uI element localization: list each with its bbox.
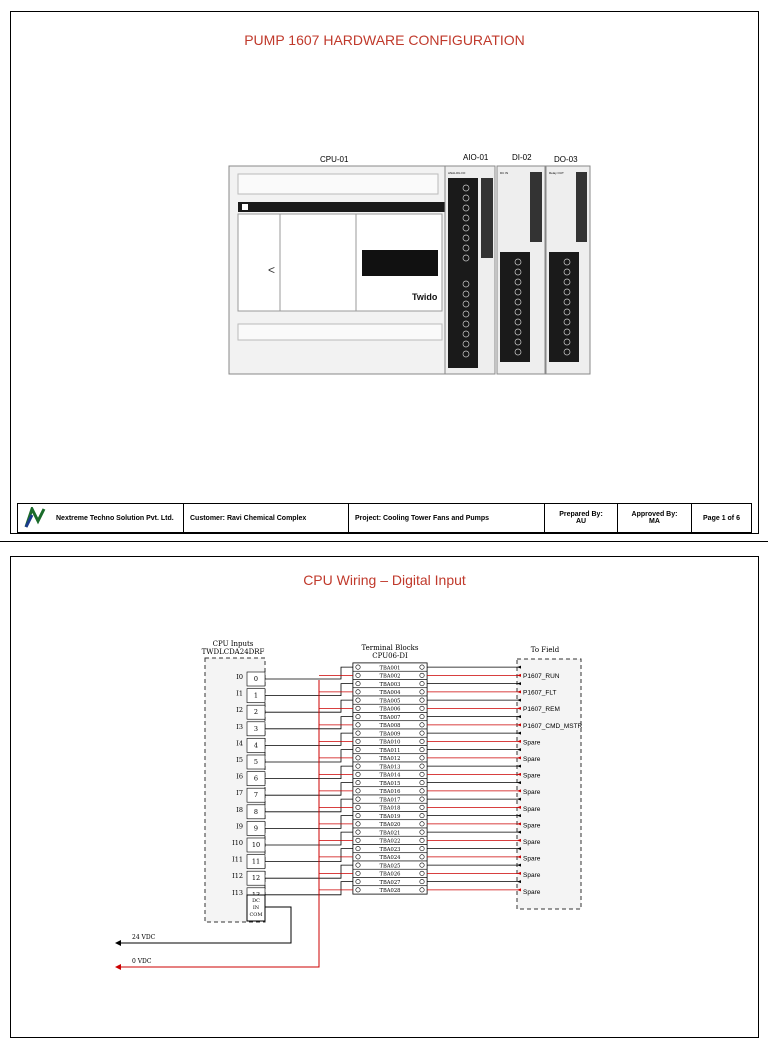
screw-icon xyxy=(420,714,424,718)
svg-text:DC: DC xyxy=(252,898,260,904)
twido-plc-drawing xyxy=(228,152,591,376)
screw-icon xyxy=(420,706,424,710)
cpu-inputs-header: CPU Inputs xyxy=(212,640,254,648)
cpu-input-label: I10 xyxy=(232,839,243,847)
screw-icon xyxy=(420,813,424,817)
input-wire xyxy=(265,750,353,762)
cpu-pin-number: 12 xyxy=(251,874,261,883)
cpu-pin-number: 7 xyxy=(253,791,259,800)
screw-icon xyxy=(356,681,360,685)
page-number-cell xyxy=(691,503,752,533)
0vdc-label: 0 VDC xyxy=(132,958,152,965)
terminal-label: TBA005 xyxy=(379,698,401,705)
screw-icon xyxy=(420,673,424,677)
to-field-header: To Field xyxy=(530,646,560,654)
prepared-label: Prepared By: xyxy=(559,511,603,518)
terminal-label: TBA015 xyxy=(379,780,401,787)
screw-icon xyxy=(420,822,424,826)
cpu-input-label: I3 xyxy=(236,722,243,731)
screw-icon xyxy=(420,855,424,859)
cpu-pin-number: 8 xyxy=(253,807,259,816)
field-device-label: Spare xyxy=(523,739,541,747)
wiring-diagram xyxy=(11,577,758,1037)
input-wire xyxy=(265,717,353,729)
terminal-label: TBA019 xyxy=(379,813,401,820)
terminal-label: TBA003 xyxy=(379,681,401,688)
input-wire xyxy=(265,865,353,878)
terminal-label: TBA002 xyxy=(379,673,401,680)
terminal-label: TBA008 xyxy=(379,723,401,729)
terminal-label: TBA027 xyxy=(379,879,401,886)
cpu-input-label: I7 xyxy=(236,789,243,798)
screw-icon xyxy=(420,665,424,669)
screw-icon xyxy=(356,756,360,760)
cpu-input-label: I11 xyxy=(232,855,243,864)
terminal-label: TBA004 xyxy=(379,690,401,696)
cpu-pin-number: 11 xyxy=(251,857,261,866)
field-device-label: Spare xyxy=(523,855,541,863)
cpu-pin-number: 9 xyxy=(253,824,259,833)
page-2 xyxy=(10,556,759,1038)
cpu-pin-number: 0 xyxy=(253,675,259,683)
customer-name: Customer: Ravi Chemical Complex xyxy=(190,514,307,522)
terminal-label: TBA010 xyxy=(379,739,401,746)
field-device-label: P1607_FLT xyxy=(523,689,557,697)
screw-icon xyxy=(356,706,360,710)
screw-icon xyxy=(356,665,360,669)
field-device-label: P1607_REM xyxy=(523,706,560,714)
screw-icon xyxy=(420,698,424,702)
input-wire xyxy=(265,667,353,679)
terminal-label: TBA016 xyxy=(379,789,401,795)
screw-icon xyxy=(420,772,424,776)
terminal-label: TBA025 xyxy=(379,863,401,870)
field-device-label: Spare xyxy=(523,805,541,813)
cpu-pin-number: 6 xyxy=(253,774,259,783)
svg-text:COM: COM xyxy=(249,912,263,918)
field-device-label: Spare xyxy=(523,822,541,830)
terminal-label: TBA014 xyxy=(379,772,401,779)
screw-icon xyxy=(420,756,424,760)
terminal-label: TBA023 xyxy=(379,846,401,853)
input-wire xyxy=(265,684,353,696)
screw-icon xyxy=(356,805,360,809)
screw-icon xyxy=(420,681,424,685)
project-cell xyxy=(348,503,544,533)
svg-text:IN: IN xyxy=(252,905,260,911)
prepared-cell xyxy=(544,503,617,533)
screw-icon xyxy=(420,805,424,809)
screw-icon xyxy=(356,698,360,702)
svg-text:Relay OUT: Relay OUT xyxy=(549,171,564,175)
input-wire xyxy=(265,783,353,796)
screw-icon xyxy=(356,739,360,743)
approved-label: Approved By: xyxy=(631,511,678,518)
screw-icon xyxy=(356,855,360,859)
terminal-label: TBA007 xyxy=(379,714,401,721)
approved-cell xyxy=(617,503,691,533)
screw-icon xyxy=(420,723,424,727)
screw-icon xyxy=(420,879,424,883)
terminal-label: TBA028 xyxy=(379,888,401,894)
terminal-label: TBA022 xyxy=(379,838,401,845)
screw-icon xyxy=(356,822,360,826)
screw-icon xyxy=(356,863,360,867)
cpu-pin-number: 10 xyxy=(251,841,261,849)
svg-text:<: < xyxy=(268,263,276,277)
terminal-label: TBA009 xyxy=(379,731,401,738)
page-title: CPU Wiring – Digital Input xyxy=(303,572,466,588)
screw-icon xyxy=(420,830,424,834)
cpu-led-panel xyxy=(362,250,438,276)
screw-icon xyxy=(356,690,360,694)
cpu-pin-number: 3 xyxy=(253,724,259,733)
page-title: PUMP 1607 HARDWARE CONFIGURATION xyxy=(244,32,525,48)
screw-icon xyxy=(420,780,424,784)
screw-icon xyxy=(420,731,424,735)
do-label: DO-03 xyxy=(554,155,578,164)
cpu-input-label: I13 xyxy=(232,888,243,897)
cpu-model-header: TWDLCDA24DRF xyxy=(201,648,265,656)
page-1 xyxy=(10,11,759,534)
input-wire xyxy=(265,816,353,829)
screw-icon xyxy=(356,871,360,875)
screw-icon xyxy=(420,846,424,850)
field-device-label: Spare xyxy=(523,888,541,896)
cpu-input-label: I4 xyxy=(236,739,243,748)
aio-label: AIO-01 xyxy=(463,153,489,162)
screw-icon xyxy=(420,888,424,892)
svg-text:DC IN: DC IN xyxy=(500,171,509,175)
screw-icon xyxy=(420,690,424,694)
0vdc-arrow-icon xyxy=(115,964,121,970)
cpu-label: CPU-01 xyxy=(320,155,349,164)
input-wire xyxy=(265,733,353,745)
di-label: DI-02 xyxy=(512,153,532,162)
input-wire xyxy=(265,882,353,895)
terminal-label: TBA013 xyxy=(379,764,401,771)
screw-icon xyxy=(420,789,424,793)
screw-icon xyxy=(356,714,360,718)
input-wire xyxy=(265,799,353,812)
input-wire xyxy=(265,766,353,778)
approved-value: MA xyxy=(649,518,660,525)
title-block xyxy=(17,503,752,533)
input-wire xyxy=(265,849,353,862)
terminal-blocks-header: Terminal Blocks xyxy=(361,644,419,652)
terminal-label: TBA017 xyxy=(379,797,401,804)
screw-icon xyxy=(356,879,360,883)
page-number: Page 1 of 6 xyxy=(703,514,740,522)
terminal-label: TBA006 xyxy=(379,706,401,713)
screw-icon xyxy=(356,780,360,784)
screw-icon xyxy=(356,797,360,801)
field-device-label: P1607_RUN xyxy=(523,673,560,680)
cpu-input-label: I1 xyxy=(236,689,243,698)
screw-icon xyxy=(420,871,424,875)
screw-icon xyxy=(356,673,360,677)
terminal-label: TBA011 xyxy=(379,747,401,754)
screw-icon xyxy=(356,772,360,776)
field-device-label: Spare xyxy=(523,872,541,880)
plc-image xyxy=(228,152,591,376)
cpu-input-label: I6 xyxy=(236,772,243,781)
screw-icon xyxy=(356,764,360,768)
cpu-input-label: I12 xyxy=(232,872,243,881)
project-name: Project: Cooling Tower Fans and Pumps xyxy=(355,514,490,522)
screw-icon xyxy=(356,747,360,751)
brand-label: Twido xyxy=(412,292,438,302)
screw-icon xyxy=(356,813,360,817)
cpu-input-label: I0 xyxy=(236,673,243,681)
field-device-label: Spare xyxy=(523,756,541,763)
field-device-label: Spare xyxy=(523,839,541,846)
cpu-input-label: I9 xyxy=(236,822,243,831)
screw-icon xyxy=(356,846,360,850)
company-name: Nextreme Techno Solution Pvt. Ltd. xyxy=(56,514,174,522)
cpu-pin-number: 2 xyxy=(253,708,259,717)
terminal-label: TBA012 xyxy=(379,756,401,762)
screw-icon xyxy=(356,838,360,842)
screw-icon xyxy=(420,764,424,768)
terminal-label: TBA021 xyxy=(379,830,401,837)
screw-icon xyxy=(420,739,424,743)
cpu-input-label: I5 xyxy=(236,756,243,764)
terminal-block-id: CPU06-DI xyxy=(372,652,408,660)
prepared-value: AU xyxy=(575,518,587,525)
input-wire xyxy=(265,832,353,845)
screw-icon xyxy=(356,830,360,834)
terminal-label: TBA024 xyxy=(379,855,401,861)
screw-icon xyxy=(420,838,424,842)
screw-icon xyxy=(356,731,360,735)
company-logo-icon xyxy=(24,507,46,529)
screw-icon xyxy=(356,723,360,727)
cpu-pin-number: 5 xyxy=(253,758,259,766)
svg-text:ANALOG I/O: ANALOG I/O xyxy=(448,171,466,175)
field-device-label: Spare xyxy=(523,789,541,797)
cpu-input-label: I8 xyxy=(236,805,243,814)
customer-cell xyxy=(183,503,348,533)
screw-icon xyxy=(420,747,424,751)
screw-icon xyxy=(420,863,424,867)
cpu-pin-number: 1 xyxy=(253,691,259,700)
terminal-label: TBA020 xyxy=(379,822,401,828)
cpu-pin-number: 4 xyxy=(253,741,259,750)
24vdc-label: 24 VDC xyxy=(132,934,156,941)
screw-icon xyxy=(420,797,424,801)
screw-icon xyxy=(356,789,360,793)
terminal-label: TBA026 xyxy=(379,871,401,878)
terminal-label: TBA001 xyxy=(379,665,401,672)
field-device-label: P1607_CMD_MSTR xyxy=(523,722,583,730)
input-wire xyxy=(265,700,353,712)
terminal-label: TBA018 xyxy=(379,805,401,812)
page-separator xyxy=(0,541,768,542)
24vdc-arrow-icon xyxy=(115,940,121,946)
screw-icon xyxy=(356,888,360,892)
company-cell xyxy=(17,503,183,533)
cpu-input-label: I2 xyxy=(236,706,243,715)
field-device-label: Spare xyxy=(523,772,541,780)
